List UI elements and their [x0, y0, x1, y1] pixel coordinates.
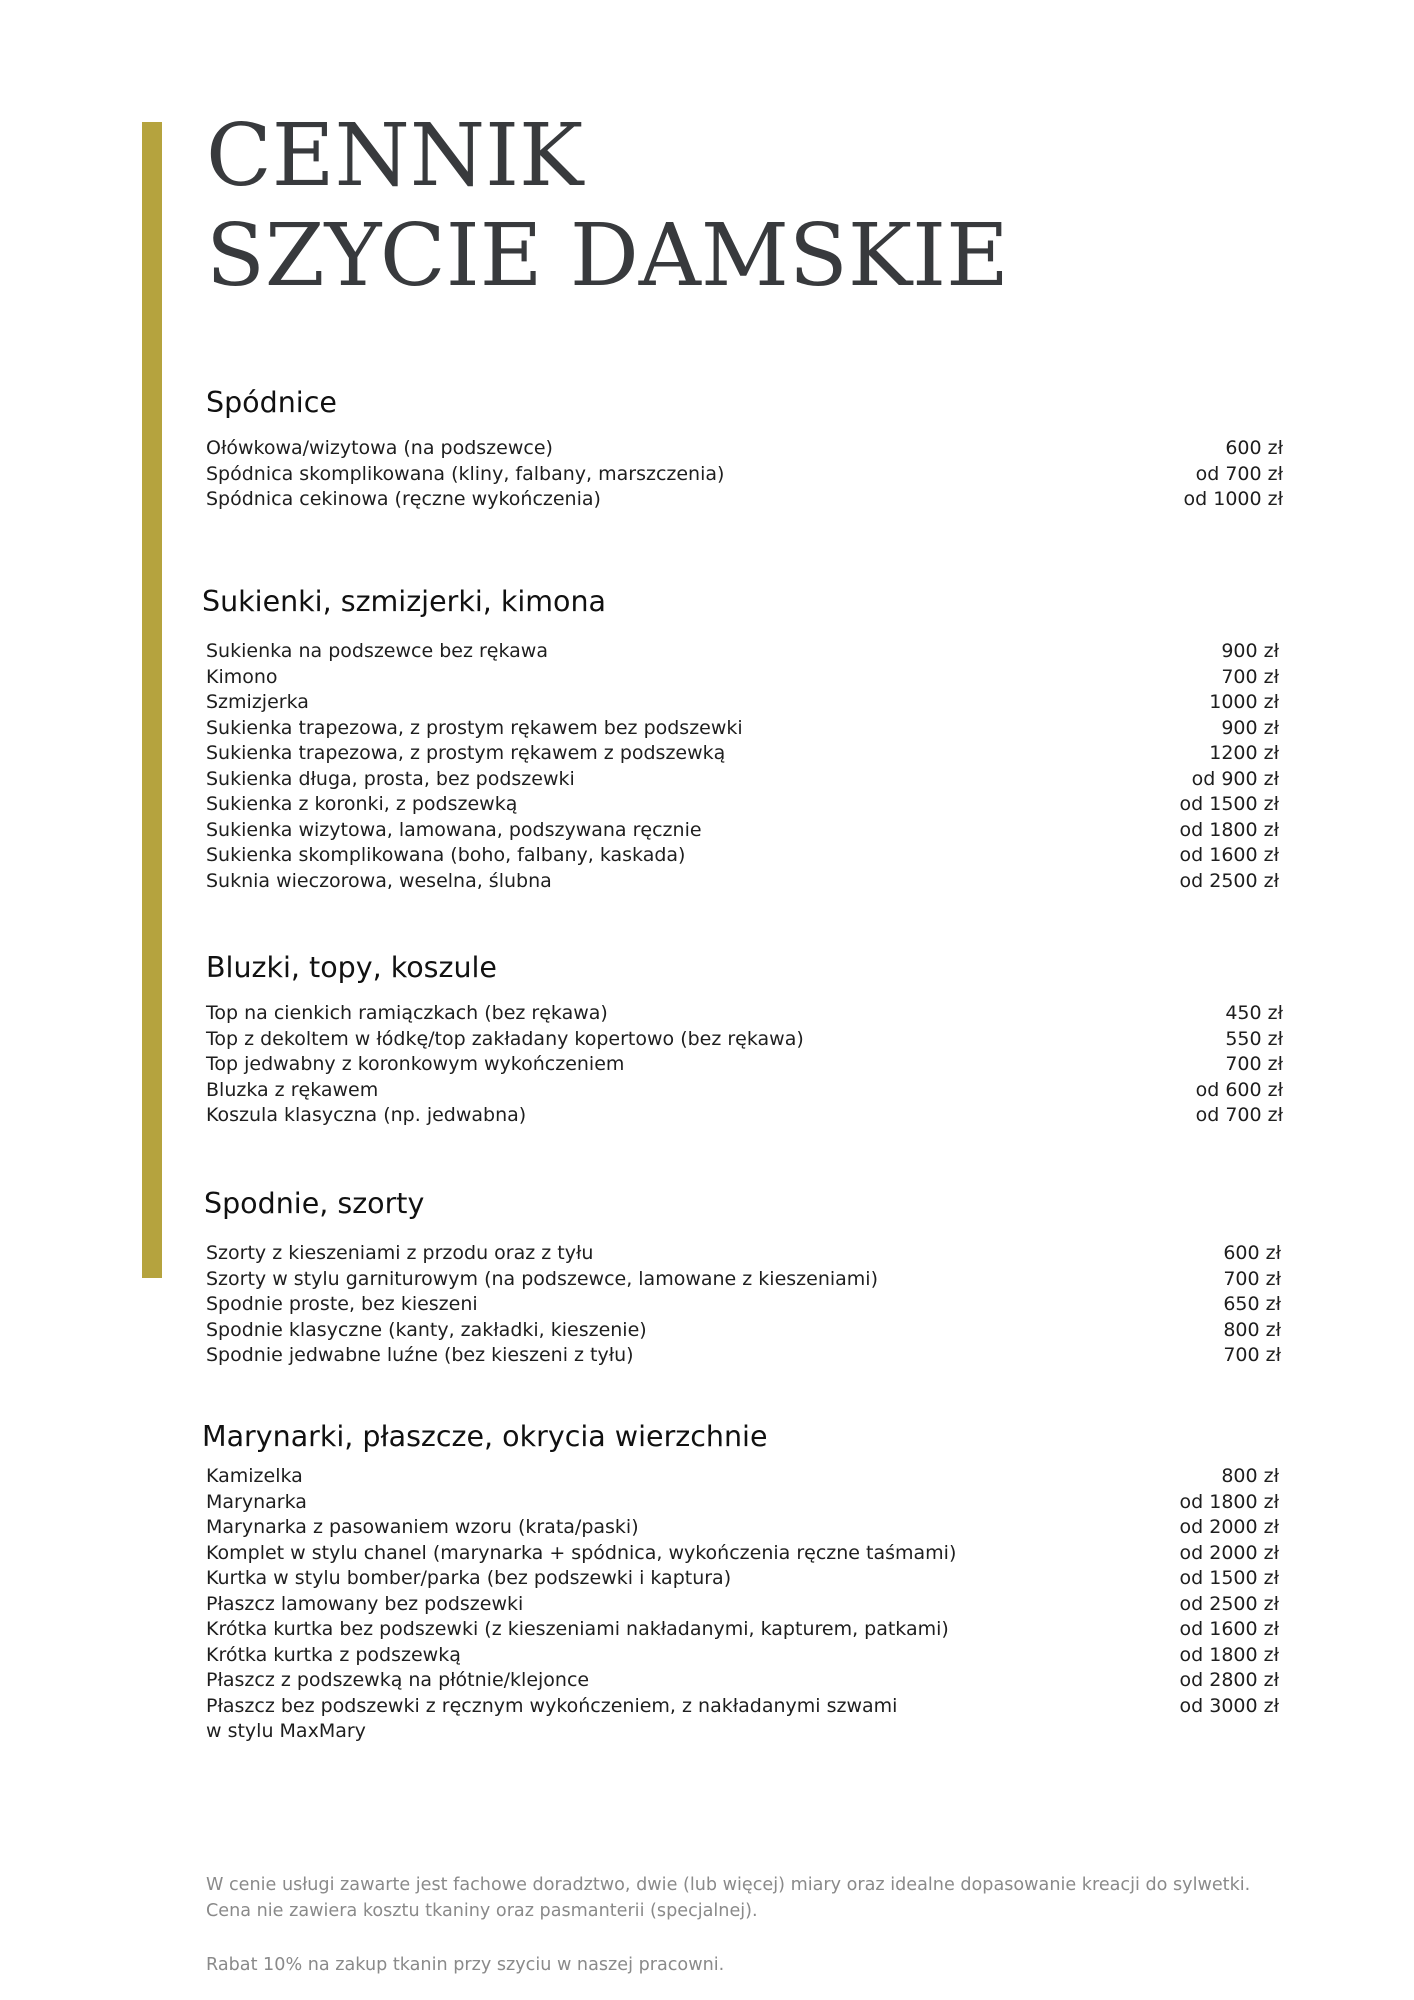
item-name: Szorty z kieszeniami z przodu oraz z tyłu — [206, 1242, 594, 1264]
price-row — [206, 1318, 1281, 1344]
footer-note: W cenie usługi zawarte jest fachowe doradztwo, dwie (lub więcej) miary oraz idealne dopasowanie kreacji do sylwetki. Cena nie zawiera kosztu tkaniny oraz pasmanterii (specjalnej). — [206, 1875, 1251, 1921]
item-price: 450 zł — [1225, 1002, 1283, 1024]
item-price: 1200 zł — [1209, 742, 1279, 764]
item-price: 900 zł — [1221, 640, 1279, 662]
item-name: Sukienka długa, prosta, bez podszewki — [206, 767, 575, 790]
price-row — [206, 1078, 1283, 1104]
item-price: 800 zł — [1223, 1318, 1281, 1341]
item-name: Spodnie jedwabne luźne (bez kieszeni z tyłu) — [206, 1344, 634, 1366]
price-row — [206, 1592, 1279, 1618]
section-heading: Spódnice — [206, 386, 337, 419]
item-price: 700 zł — [1223, 1267, 1281, 1290]
item-price: 550 zł — [1225, 1027, 1283, 1050]
item-price: od 900 zł — [1191, 767, 1279, 790]
item-name: Sukienka na podszewce bez rękawa — [206, 640, 548, 662]
price-row — [206, 843, 1279, 869]
accent-bar — [142, 122, 162, 1278]
price-row — [206, 792, 1279, 818]
item-name: Ołówkowa/wizytowa (na podszewce) — [206, 437, 553, 459]
item-price: 800 zł — [1221, 1465, 1279, 1487]
item-price: 700 zł — [1221, 665, 1279, 688]
item-price: od 1800 zł — [1179, 1643, 1279, 1666]
item-name: Kurtka w stylu bomber/parka (bez podszewki i kaptura) — [206, 1567, 732, 1589]
price-row — [206, 1617, 1279, 1643]
price-row — [206, 1490, 1279, 1516]
item-price: od 3000 zł — [1179, 1694, 1279, 1717]
item-name: Szorty w stylu garniturowym (na podszewce, lamowane z kieszeniami) — [206, 1267, 878, 1290]
price-row — [206, 716, 1279, 742]
item-price: 600 zł — [1225, 437, 1283, 459]
section-heading: Marynarki, płaszcze, okrycia wierzchnie — [202, 1420, 768, 1453]
price-row — [206, 665, 1279, 691]
item-price: od 2000 zł — [1179, 1516, 1279, 1538]
section-heading: Spodnie, szorty — [204, 1187, 425, 1220]
item-name: Marynarka — [206, 1490, 307, 1513]
item-price: od 1000 zł — [1183, 488, 1283, 510]
section-marynarki — [202, 1420, 1279, 1745]
item-name: Top jedwabny z koronkowym wykończeniem — [206, 1053, 625, 1075]
item-name: Spodnie proste, bez kieszeni — [206, 1293, 478, 1315]
price-row — [206, 767, 1279, 793]
item-price: od 2800 zł — [1179, 1669, 1279, 1691]
item-name: Spódnica cekinowa (ręczne wykończenia) — [206, 488, 601, 510]
section-spodnie — [204, 1187, 1281, 1369]
footer-discount: Rabat 10% na zakup tkanin przy szyciu w naszej pracowni. — [206, 1955, 725, 1975]
section-heading: Bluzki, topy, koszule — [206, 951, 497, 984]
item-price: od 1600 zł — [1179, 844, 1279, 866]
price-row — [206, 741, 1279, 767]
item-price: od 1800 zł — [1179, 818, 1279, 841]
price-row — [206, 1052, 1283, 1078]
page-title — [206, 106, 1009, 306]
item-name: Sukienka z koronki, z podszewką — [206, 793, 518, 815]
item-price: od 1800 zł — [1179, 1490, 1279, 1513]
price-row — [206, 690, 1279, 716]
item-name: Spódnica skomplikowana (kliny, falbany, marszczenia) — [206, 462, 725, 485]
price-row — [206, 1515, 1279, 1541]
price-row — [206, 1643, 1279, 1669]
item-name: Top na cienkich ramiączkach (bez rękawa) — [206, 1002, 608, 1024]
price-row — [206, 436, 1283, 462]
price-row — [206, 462, 1283, 488]
item-price: 600 zł — [1223, 1242, 1281, 1264]
item-price: 1000 zł — [1209, 691, 1279, 713]
item-price: 700 zł — [1223, 1344, 1281, 1366]
item-name: Spodnie klasyczne (kanty, zakładki, kieszenie) — [206, 1318, 647, 1341]
item-name: Krótka kurtka bez podszewki (z kieszeniami nakładanymi, kapturem, patkami) — [206, 1618, 949, 1640]
price-row — [206, 869, 1279, 895]
item-price: od 1600 zł — [1179, 1618, 1279, 1640]
item-price: od 1500 zł — [1179, 1567, 1279, 1589]
item-name: Sukienka trapezowa, z prostym rękawem bez podszewki — [206, 716, 743, 739]
item-name: Szmizjerka — [206, 691, 309, 713]
price-row — [206, 818, 1279, 844]
title-line-2: SZYCIE DAMSKIE — [206, 206, 1009, 306]
item-name: Komplet w stylu chanel (marynarka + spódnica, wykończenia ręczne taśmami) — [206, 1541, 957, 1564]
price-row — [206, 1668, 1279, 1694]
item-price: od 2500 zł — [1179, 869, 1279, 892]
item-name: Płaszcz lamowany bez podszewki — [206, 1592, 524, 1615]
price-row — [206, 1343, 1281, 1369]
price-row — [206, 1694, 1279, 1745]
price-row — [206, 1541, 1279, 1567]
item-name: Marynarka z pasowaniem wzoru (krata/paski) — [206, 1516, 639, 1538]
price-row — [206, 1566, 1279, 1592]
title-line-1: CENNIK — [206, 106, 584, 206]
item-name: Sukienka wizytowa, lamowana, podszywana ręcznie — [206, 818, 702, 841]
price-row — [206, 1267, 1281, 1293]
item-price: od 600 zł — [1195, 1078, 1283, 1101]
item-name: Krótka kurtka z podszewką — [206, 1643, 461, 1666]
item-price: 650 zł — [1223, 1293, 1281, 1315]
item-price: od 700 zł — [1195, 462, 1283, 485]
item-name: Sukienka skomplikowana (boho, falbany, kaskada) — [206, 844, 686, 866]
item-name: Kamizelka — [206, 1465, 303, 1487]
section-sukienki — [202, 585, 1279, 894]
price-row — [206, 1103, 1283, 1129]
item-name: Top z dekoltem w łódkę/top zakładany kopertowo (bez rękawa) — [206, 1027, 804, 1050]
item-name: Płaszcz bez podszewki z ręcznym wykończeniem, z nakładanymi szwami w stylu MaxMary — [206, 1694, 898, 1742]
price-row — [206, 487, 1283, 513]
price-row — [206, 1241, 1281, 1267]
item-name: Suknia wieczorowa, weselna, ślubna — [206, 869, 552, 892]
section-heading: Sukienki, szmizjerki, kimona — [202, 585, 607, 618]
item-price: od 2000 zł — [1179, 1541, 1279, 1564]
price-row — [206, 1292, 1281, 1318]
price-row — [206, 1001, 1283, 1027]
section-bluzki — [206, 951, 1283, 1129]
price-row — [206, 1027, 1283, 1053]
item-price: 700 zł — [1225, 1053, 1283, 1075]
price-row — [206, 1464, 1279, 1490]
item-name: Koszula klasyczna (np. jedwabna) — [206, 1104, 527, 1126]
item-name: Kimono — [206, 665, 278, 688]
item-price: od 2500 zł — [1179, 1592, 1279, 1615]
item-name: Bluzka z rękawem — [206, 1078, 379, 1101]
item-name: Sukienka trapezowa, z prostym rękawem z podszewką — [206, 742, 726, 764]
item-price: od 1500 zł — [1179, 793, 1279, 815]
item-price: 900 zł — [1221, 716, 1279, 739]
item-name: Płaszcz z podszewką na płótnie/klejonce — [206, 1669, 590, 1691]
price-row — [206, 639, 1279, 665]
section-spodnice — [206, 386, 1283, 513]
item-price: od 700 zł — [1195, 1104, 1283, 1126]
